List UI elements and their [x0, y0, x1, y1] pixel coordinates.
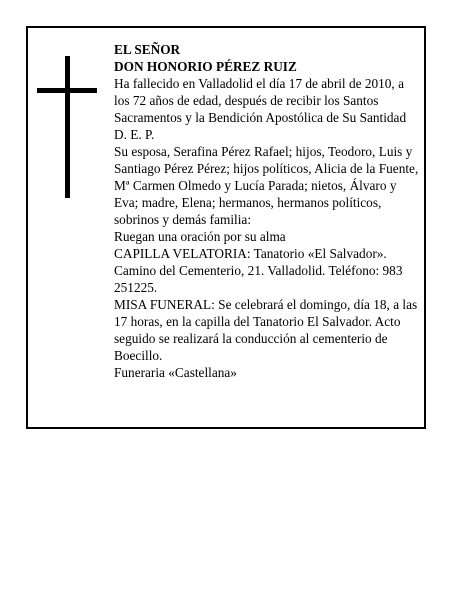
obituary-notice [26, 26, 426, 429]
funeral-home: Funeraria «Castellana» [114, 365, 237, 380]
family-list: Su esposa, Serafina Pérez Rafael; hijos, Teodoro, Luis y Santiago Pérez Pérez; hijos políticos, Alicia de la Fuente, Mª Carmen Olmedo y Lucía Parada; nietos, Álvaro y Eva; madre, Elena; hermanos, hermanos políticos, sobrinos y demás familia: [114, 144, 419, 227]
prayer-request: Ruegan una oración por su alma [114, 229, 286, 244]
funeral-mass-info: MISA FUNERAL: Se celebrará el domingo, día 18, a las 17 horas, en la capilla del Tanatorio El Salvador. Acto seguido se realizará la conducción al cementerio de Boecillo. [114, 297, 418, 363]
wake-chapel-info: CAPILLA VELATORIA: Tanatorio «El Salvador». Camino del Cementerio, 21. Valladolid. Teléfono: 983 251225. [114, 246, 403, 295]
notice-text [114, 41, 420, 381]
death-announcement: Ha fallecido en Valladolid el día 17 de abril de 2010, a los 72 años de edad, después de recibir los Santos Sacramentos y la Bendición Apostólica de Su Santidad D. E. P. [114, 76, 407, 142]
deceased-name: DON HONORIO PÉREZ RUIZ [114, 59, 297, 74]
cross-horizontal-bar [37, 88, 97, 93]
notice-title: EL SEÑOR [114, 42, 181, 57]
cross-vertical-bar [65, 56, 70, 198]
cross-icon [37, 56, 97, 198]
